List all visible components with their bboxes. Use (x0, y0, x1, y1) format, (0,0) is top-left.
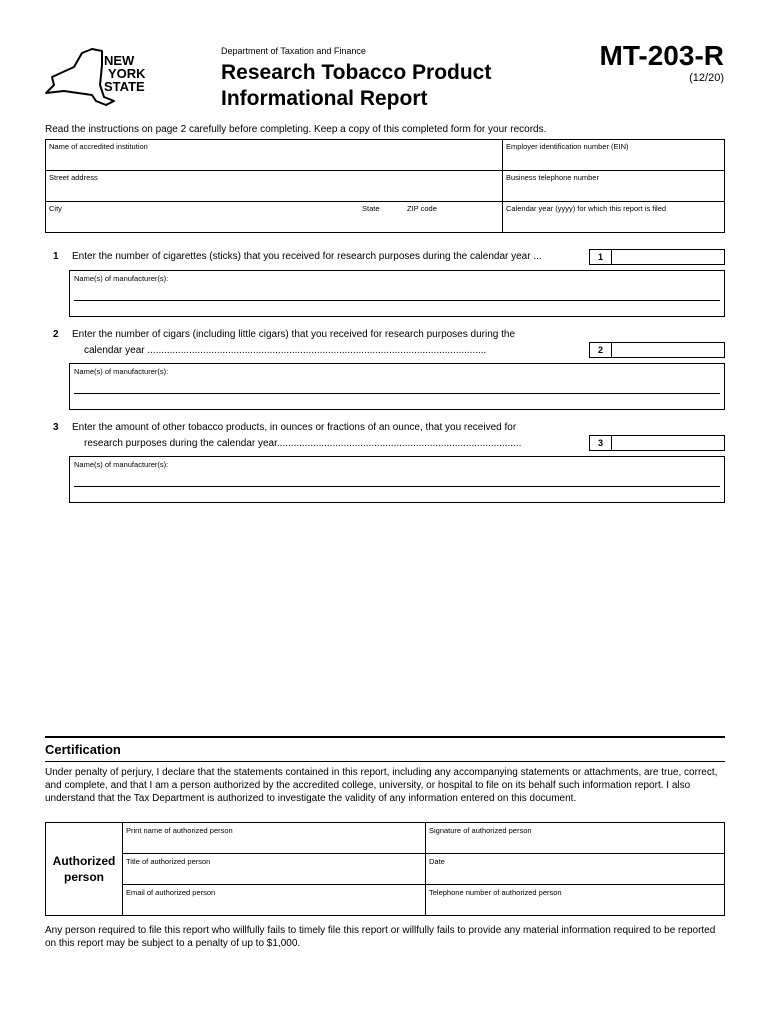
signature-label: Signature of authorized person (429, 826, 532, 835)
calendar-year-field[interactable] (502, 202, 724, 233)
signature-field[interactable] (425, 823, 724, 853)
date-label: Date (429, 857, 445, 866)
street-address-label: Street address (49, 173, 98, 182)
city-label: City (49, 204, 62, 213)
line-3-manufacturers-divider (74, 486, 720, 487)
line-3-box-number: 3 (590, 436, 612, 450)
business-phone-label: Business telephone number (506, 173, 599, 182)
certification-text: Under penalty of perjury, I declare that the statements contained in this report, including any accompanying statements or attachments, are true, correct, and complete, and that I am a person authorized by the accredited college, university, or hospital to file on its behalf such information report. I also understand that the Tax Department is authorized to investigate the validity of any information entered on this document. (45, 767, 718, 804)
line-1-manufacturers-divider (74, 300, 720, 301)
email-field[interactable] (123, 885, 425, 916)
authorized-label-line-2: person (63, 870, 104, 884)
line-1-text: Enter the number of cigarettes (sticks) that you received for research purposes during the calendar year ... (72, 251, 542, 262)
certification-top-rule (45, 736, 725, 738)
line-3-manufacturers-box[interactable] (69, 456, 725, 503)
title-field[interactable] (123, 854, 425, 884)
line-2-text-continued: calendar year .......................................................................................................................... (84, 345, 487, 356)
form-title (221, 60, 491, 112)
revision-date: (12/20) (689, 72, 724, 84)
ein-label: Employer identification number (EIN) (506, 142, 629, 151)
auth-row-1 (122, 823, 724, 854)
line-3-text-continued: research purposes during the calendar year........................................................................................ (84, 438, 522, 449)
line-2-text: Enter the number of cigars (including little cigars) that you received for research purposes during the (72, 329, 516, 340)
line-2-box-number: 2 (590, 343, 612, 357)
date-field[interactable] (425, 854, 724, 884)
form-title-line-2: Informational Report (221, 87, 428, 110)
line-3-number: 3 (53, 422, 59, 433)
city-field[interactable] (46, 202, 359, 233)
department-name: Department of Taxation and Finance (221, 46, 366, 56)
institution-name-label: Name of accredited institution (49, 142, 148, 151)
zip-code-field[interactable] (404, 202, 502, 233)
authorized-person-box (45, 822, 725, 916)
title-label: Title of authorized person (126, 857, 211, 866)
line-3-text: Enter the amount of other tobacco products, in ounces or fractions of an ounce, that you received for (72, 422, 517, 433)
line-2-amount-field[interactable] (589, 342, 725, 358)
zip-code-label: ZIP code (407, 204, 437, 213)
line-1-number: 1 (53, 251, 59, 262)
line-1-amount-field[interactable] (589, 249, 725, 265)
line-2-manufacturers-box[interactable] (69, 363, 725, 410)
authorized-person-label (46, 823, 122, 915)
institution-name-field[interactable] (46, 140, 502, 170)
svg-text:STATE: STATE (104, 79, 145, 94)
print-name-label: Print name of authorized person (126, 826, 233, 835)
id-row-1 (46, 140, 724, 171)
line-1-manufacturers-box[interactable] (69, 270, 725, 317)
business-phone-field[interactable] (502, 171, 724, 201)
line-1-box-number: 1 (590, 250, 612, 264)
new-york-state-logo (44, 45, 154, 113)
email-label: Email of authorized person (126, 888, 216, 897)
street-address-field[interactable] (46, 171, 502, 201)
line-1-manufacturers-label: Name(s) of manufacturer(s): (74, 274, 169, 283)
id-row-3 (46, 202, 724, 233)
instructions-text: Read the instructions on page 2 carefully before completing. Keep a copy of this completed form for your records. (45, 124, 547, 135)
line-2-manufacturers-divider (74, 393, 720, 394)
auth-row-2 (122, 854, 724, 885)
ein-field[interactable] (502, 140, 724, 170)
calendar-year-label: Calendar year (yyyy) for which this report is filed (506, 204, 667, 213)
svg-text:NEW: NEW (104, 53, 135, 68)
line-2-manufacturers-label: Name(s) of manufacturer(s): (74, 367, 169, 376)
auth-row-3 (122, 885, 724, 916)
state-field[interactable] (359, 202, 404, 233)
form-title-line-1: Research Tobacco Product (221, 61, 492, 84)
form-number: MT-203-R (599, 40, 724, 71)
auth-phone-field[interactable] (425, 885, 724, 916)
penalty-text: Any person required to file this report who willfully fails to timely file this report or willfully fails to provide any material information required to be reported on this report may be subject to a penalty of up to $1,000. (45, 925, 716, 949)
svg-text:YORK: YORK (108, 66, 146, 81)
id-row-2 (46, 171, 724, 202)
certification-title: Certification (45, 742, 121, 757)
line-3-amount-field[interactable] (589, 435, 725, 451)
auth-phone-label: Telephone number of authorized person (429, 888, 562, 897)
state-label: State (362, 204, 380, 213)
certification-rule (45, 761, 725, 762)
authorized-label-line-1: Authorized (52, 854, 116, 868)
identification-box (45, 139, 725, 233)
line-3-manufacturers-label: Name(s) of manufacturer(s): (74, 460, 169, 469)
line-2-number: 2 (53, 329, 59, 340)
print-name-field[interactable] (123, 823, 425, 853)
